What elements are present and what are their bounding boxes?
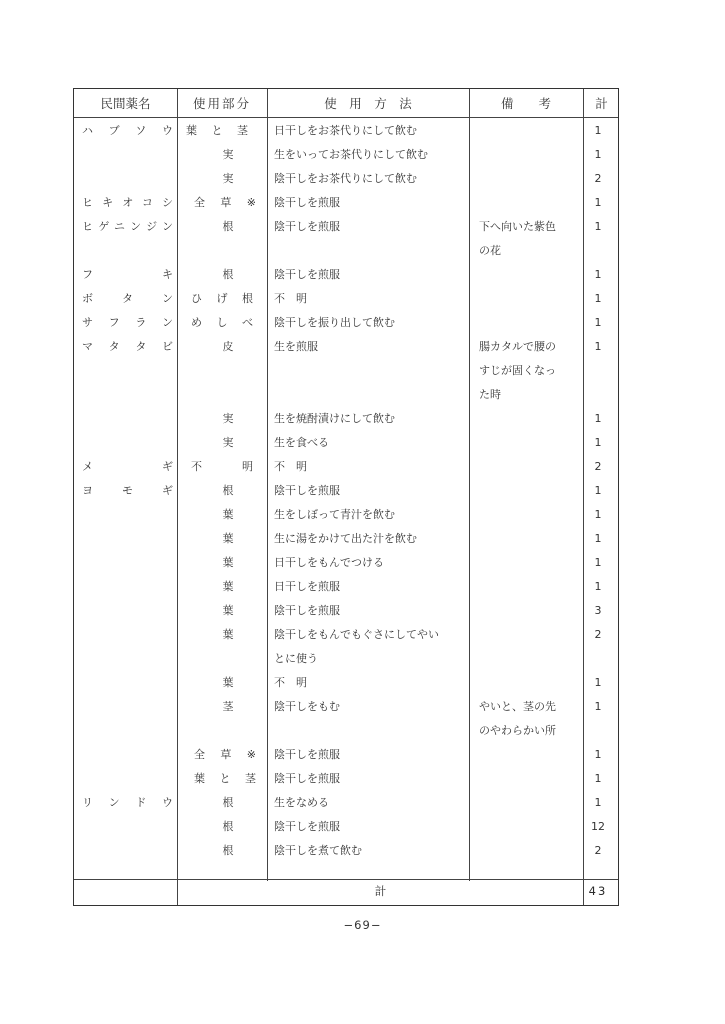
usage-method: 生をしぼって青汁を飲む [274, 508, 395, 521]
usage-count: 1 [594, 772, 602, 785]
remedy-name: ヨモギ [82, 484, 174, 497]
part-used: 葉 [222, 628, 234, 641]
part-used: 不明 [191, 460, 253, 473]
usage-method: 陰干しを煎服 [274, 772, 340, 785]
remedy-name: ボタン [82, 292, 174, 305]
usage-count: 12 [591, 820, 605, 833]
usage-method: 生を焼酎漬けにして飲む [274, 412, 395, 425]
part-used: 葉 [222, 508, 234, 521]
column-divider [469, 89, 470, 881]
usage-count: 1 [594, 340, 602, 353]
usage-method: 陰干しを振り出して飲む [274, 316, 395, 329]
part-used: 葉 [222, 556, 234, 569]
part-used: 葉と茎 [186, 124, 248, 137]
part-used: 実 [222, 412, 234, 425]
herbal-remedy-table [73, 88, 619, 906]
part-used: 葉 [222, 580, 234, 593]
column-divider [177, 89, 178, 905]
usage-method: 陰干しをもんでもぐさにしてやい [274, 628, 439, 641]
usage-method: 生に湯をかけて出た汁を飲む [274, 532, 417, 545]
total-divider [74, 879, 618, 880]
part-used: 根 [222, 220, 234, 233]
usage-method: 陰干しを煎服 [274, 268, 340, 281]
usage-count: 1 [594, 292, 602, 305]
usage-count: 1 [594, 220, 602, 233]
usage-count: 1 [594, 700, 602, 713]
total-label: 計 [374, 884, 387, 898]
part-used: 皮 [222, 340, 234, 353]
part-used: 全草※ [194, 748, 256, 761]
usage-count: 1 [594, 268, 602, 281]
usage-count: 1 [594, 316, 602, 329]
page-number: −69− [343, 918, 382, 932]
remedy-name: ハブソウ [82, 124, 174, 137]
remedy-name: ヒゲニンジン [82, 220, 174, 233]
usage-method: 不 明 [274, 292, 307, 305]
usage-count: 1 [594, 148, 602, 161]
part-used: めしべ [191, 316, 253, 329]
usage-method-continued: とに使う [274, 652, 318, 665]
usage-method: 陰干しを煮て飲む [274, 844, 362, 857]
remedy-name: ヒキオコシ [82, 196, 174, 209]
usage-method: 日干しを煎服 [274, 580, 340, 593]
part-used: 茎 [222, 700, 234, 713]
part-used: 根 [222, 820, 234, 833]
column-divider [267, 89, 268, 881]
usage-count: 1 [594, 532, 602, 545]
usage-count: 2 [594, 172, 602, 185]
part-used: 葉 [222, 604, 234, 617]
usage-method: 陰干しを煎服 [274, 484, 340, 497]
part-used: 実 [222, 148, 234, 161]
usage-method: 不 明 [274, 676, 307, 689]
usage-count: 2 [594, 844, 602, 857]
usage-method: 陰干しを煎服 [274, 220, 340, 233]
note-line: 下へ向いた紫色 [479, 220, 556, 233]
usage-count: 1 [594, 436, 602, 449]
header-folk-medicine-name: 民間薬名 [100, 96, 151, 111]
header-part-used: 使用部分 [192, 96, 251, 111]
part-used: 根 [222, 484, 234, 497]
usage-count: 2 [594, 628, 602, 641]
part-used: 葉 [222, 676, 234, 689]
usage-count: 1 [594, 508, 602, 521]
remedy-name: メギ [82, 460, 174, 473]
usage-method: 陰干しを煎服 [274, 604, 340, 617]
part-used: ひげ根 [191, 292, 253, 305]
header-notes: 備 考 [500, 96, 551, 111]
usage-count: 1 [594, 124, 602, 137]
usage-method: 生をなめる [274, 796, 329, 809]
note-line: のやわらかい所 [479, 724, 556, 737]
usage-count: 1 [594, 580, 602, 593]
usage-count: 1 [594, 796, 602, 809]
usage-method: 生を煎服 [274, 340, 318, 353]
note-line: た時 [479, 388, 501, 401]
header-method: 使 用 方 法 [324, 96, 412, 111]
total-value: 43 [588, 884, 608, 898]
usage-count: 2 [594, 460, 602, 473]
usage-method: 日干しをもんでつける [274, 556, 384, 569]
part-used: 葉と茎 [194, 772, 256, 785]
part-used: 根 [222, 796, 234, 809]
part-used: 根 [222, 268, 234, 281]
usage-count: 1 [594, 556, 602, 569]
remedy-name: サフラン [82, 316, 174, 329]
usage-method: 陰干しをお茶代りにして飲む [274, 172, 417, 185]
usage-count: 1 [594, 748, 602, 761]
note-line: やいと、茎の先 [479, 700, 556, 713]
usage-count: 1 [594, 676, 602, 689]
part-used: 根 [222, 844, 234, 857]
usage-method: 生を食べる [274, 436, 329, 449]
usage-method: 日干しをお茶代りにして飲む [274, 124, 417, 137]
part-used: 全草※ [194, 196, 256, 209]
usage-method: 不 明 [274, 460, 307, 473]
header-divider [74, 117, 618, 118]
part-used: 実 [222, 436, 234, 449]
usage-method: 生をいってお茶代りにして飲む [274, 148, 428, 161]
usage-count: 3 [594, 604, 602, 617]
usage-method: 陰干しを煎服 [274, 820, 340, 833]
header-count: 計 [595, 96, 608, 111]
part-used: 実 [222, 172, 234, 185]
part-used: 葉 [222, 532, 234, 545]
usage-count: 1 [594, 484, 602, 497]
note-line: の花 [479, 244, 501, 257]
usage-count: 1 [594, 412, 602, 425]
usage-count: 1 [594, 196, 602, 209]
usage-method: 陰干しを煎服 [274, 196, 340, 209]
usage-method: 陰干しを煎服 [274, 748, 340, 761]
remedy-name: フキ [82, 268, 174, 281]
usage-method: 陰干しをもむ [274, 700, 340, 713]
remedy-name: リンドウ [82, 796, 174, 809]
remedy-name: マタタビ [82, 340, 174, 353]
note-line: すじが固くなっ [479, 364, 556, 377]
note-line: 腸カタルで腰の [479, 340, 556, 353]
